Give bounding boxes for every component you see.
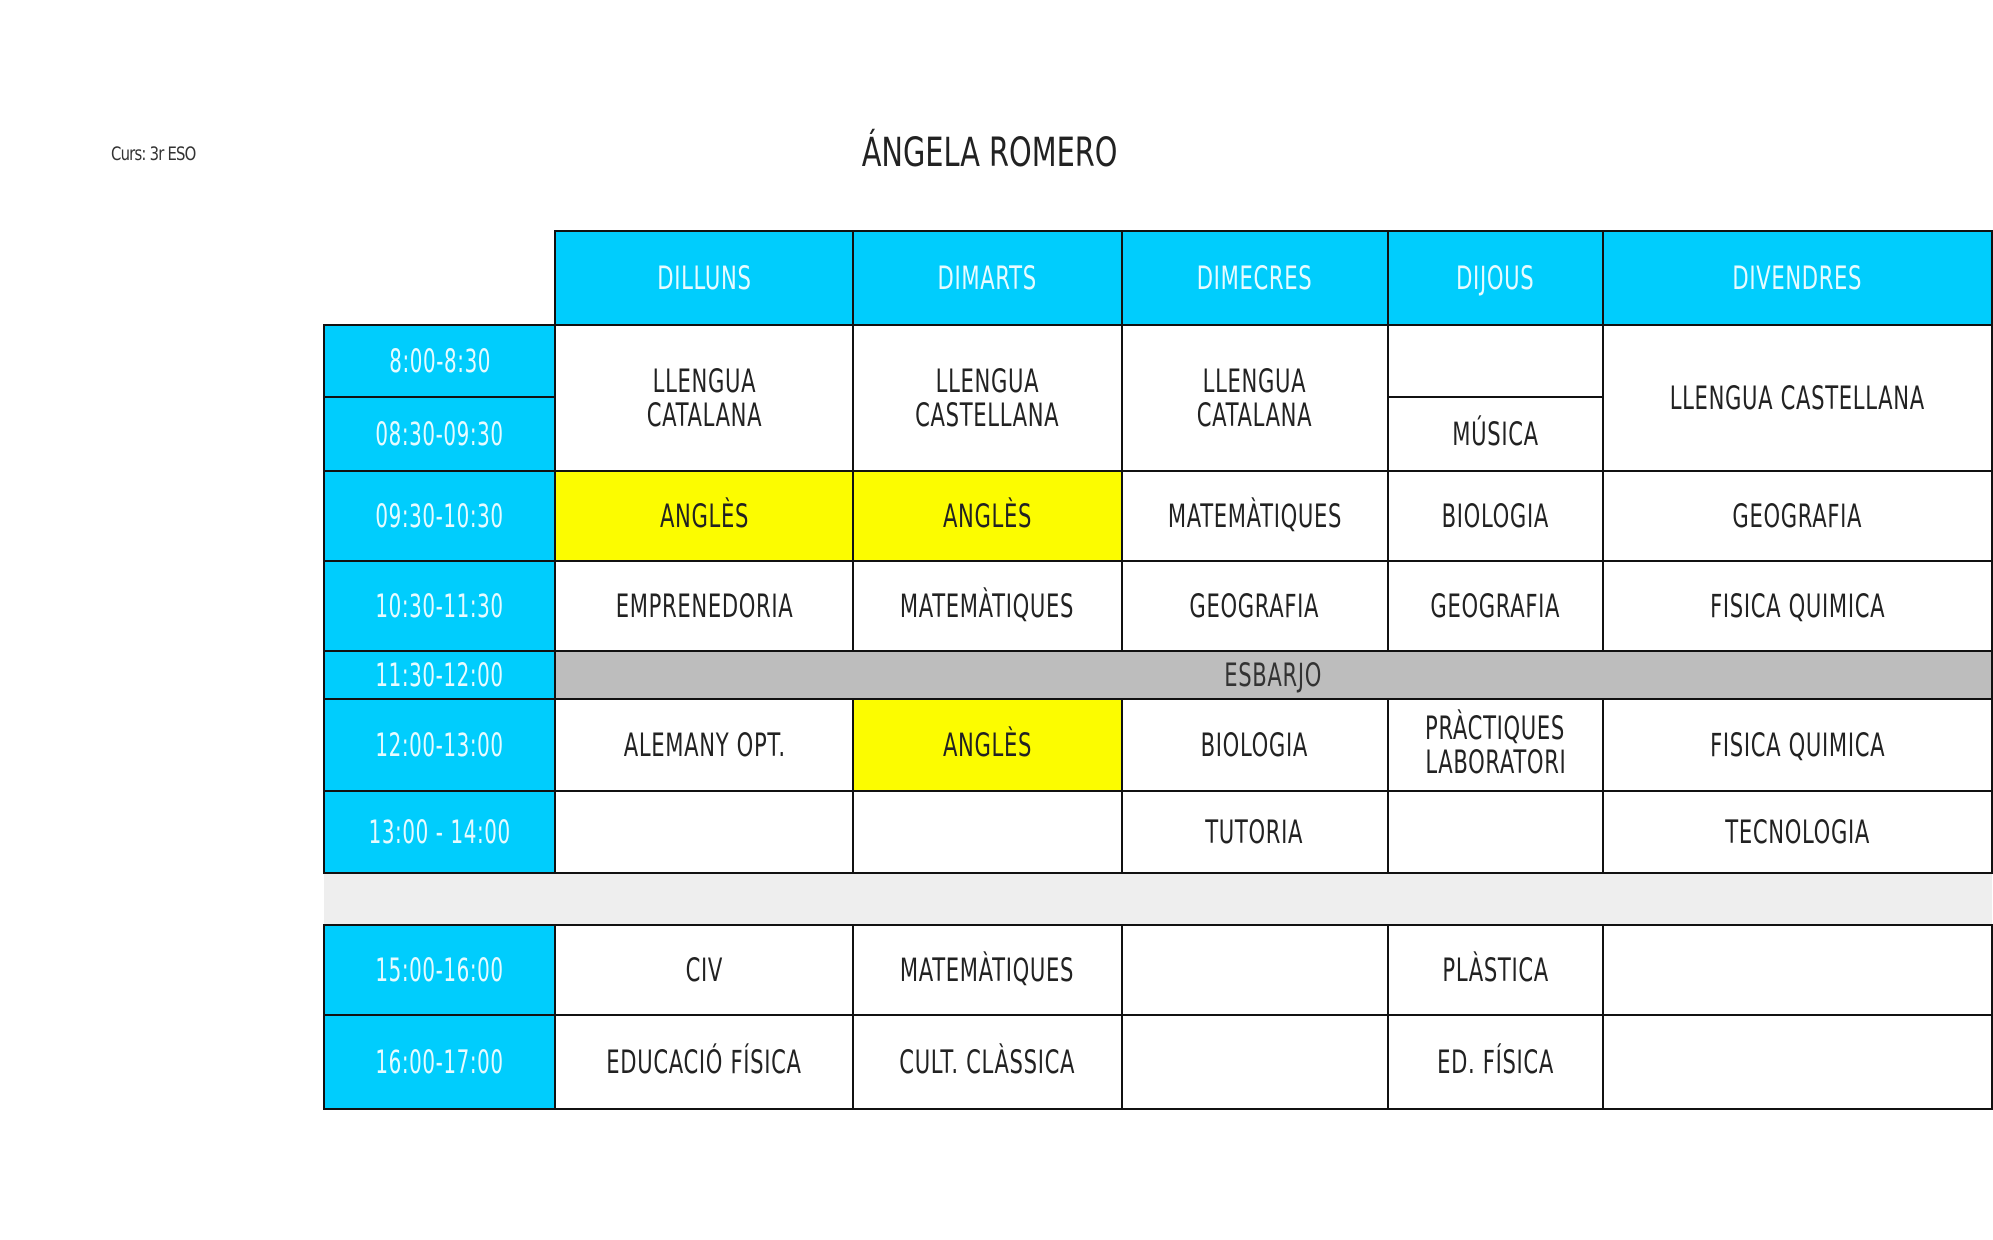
- cell-fri-fisica-quimica-2: FISICA QUIMICA: [1603, 699, 1992, 791]
- cell-tue-angles-2: ANGLÈS: [853, 699, 1121, 791]
- cell-mon-educacio-fisica: EDUCACIÓ FÍSICA: [555, 1015, 853, 1109]
- time-slot-1300: 13:00 - 14:00: [324, 791, 555, 873]
- cell-wed-tutoria: TUTORIA: [1122, 791, 1388, 873]
- corner-empty-cell: [324, 231, 555, 325]
- cell-fri-1500-empty: [1603, 925, 1992, 1015]
- cell-wed-matematiques: MATEMÀTIQUES: [1122, 471, 1388, 561]
- cell-thu-musica: MÚSICA: [1388, 397, 1604, 471]
- time-slot-0930: 09:30-10:30: [324, 471, 555, 561]
- cell-thu-geografia: GEOGRAFIA: [1388, 561, 1604, 651]
- time-slot-1130: 11:30-12:00: [324, 651, 555, 699]
- cell-thu-1300-empty: [1388, 791, 1604, 873]
- cell-tue-matematiques: MATEMÀTIQUES: [853, 561, 1121, 651]
- cell-thu-ed-fisica: ED. FÍSICA: [1388, 1015, 1604, 1109]
- cell-mon-alemany: ALEMANY OPT.: [555, 699, 853, 791]
- cell-tue-angles: ANGLÈS: [853, 471, 1121, 561]
- time-slot-0830: 08:30-09:30: [324, 397, 555, 471]
- cell-thu-practiques: PRÀCTIQUES LABORATORI: [1388, 699, 1604, 791]
- cell-wed-biologia: BIOLOGIA: [1122, 699, 1388, 791]
- cell-mon-civ: CIV: [555, 925, 853, 1015]
- cell-mon-emprenedoria: EMPRENEDORIA: [555, 561, 853, 651]
- time-slot-1500: 15:00-16:00: [324, 925, 555, 1015]
- cell-fri-fisica-quimica: FISICA QUIMICA: [1603, 561, 1992, 651]
- break-esbarjo: ESBARJO: [555, 651, 1992, 699]
- day-header-mon: DILLUNS: [555, 231, 853, 325]
- time-slot-0800: 8:00-8:30: [324, 325, 555, 397]
- lunch-gap-row: [324, 873, 1992, 925]
- cell-wed-1600-empty: [1122, 1015, 1388, 1109]
- student-name-text: ÁNGELA ROMERO: [862, 130, 1118, 176]
- cell-tue-1300-empty: [853, 791, 1121, 873]
- time-slot-1600: 16:00-17:00: [324, 1015, 555, 1109]
- timetable: [323, 230, 1993, 1110]
- student-name-title: [700, 130, 1280, 176]
- cell-mon-1300-empty: [555, 791, 853, 873]
- time-slot-1200: 12:00-13:00: [324, 699, 555, 791]
- cell-wed-llengua-catalana: LLENGUA CATALANA: [1122, 325, 1388, 471]
- cell-thu-biologia: BIOLOGIA: [1388, 471, 1604, 561]
- cell-fri-geografia: GEOGRAFIA: [1603, 471, 1992, 561]
- day-header-wed: DIMECRES: [1122, 231, 1388, 325]
- cell-mon-llengua-catalana: LLENGUA CATALANA: [555, 325, 853, 471]
- cell-tue-matematiques-2: MATEMÀTIQUES: [853, 925, 1121, 1015]
- day-header-tue: DIMARTS: [853, 231, 1121, 325]
- cell-thu-plastica: PLÀSTICA: [1388, 925, 1604, 1015]
- day-header-thu: DIJOUS: [1388, 231, 1604, 325]
- time-slot-1030: 10:30-11:30: [324, 561, 555, 651]
- cell-tue-llengua-castellana: LLENGUA CASTELLANA: [853, 325, 1121, 471]
- cell-wed-1500-empty: [1122, 925, 1388, 1015]
- cell-thu-0800-empty: [1388, 325, 1604, 397]
- day-header-fri: DIVENDRES: [1603, 231, 1992, 325]
- cell-mon-angles: ANGLÈS: [555, 471, 853, 561]
- cell-tue-cult-classica: CULT. CLÀSSICA: [853, 1015, 1121, 1109]
- course-label: Curs: 3r ESO: [111, 143, 196, 165]
- cell-wed-geografia: GEOGRAFIA: [1122, 561, 1388, 651]
- cell-fri-1600-empty: [1603, 1015, 1992, 1109]
- cell-fri-tecnologia: TECNOLOGIA: [1603, 791, 1992, 873]
- cell-fri-llengua-castellana: LLENGUA CASTELLANA: [1603, 325, 1992, 471]
